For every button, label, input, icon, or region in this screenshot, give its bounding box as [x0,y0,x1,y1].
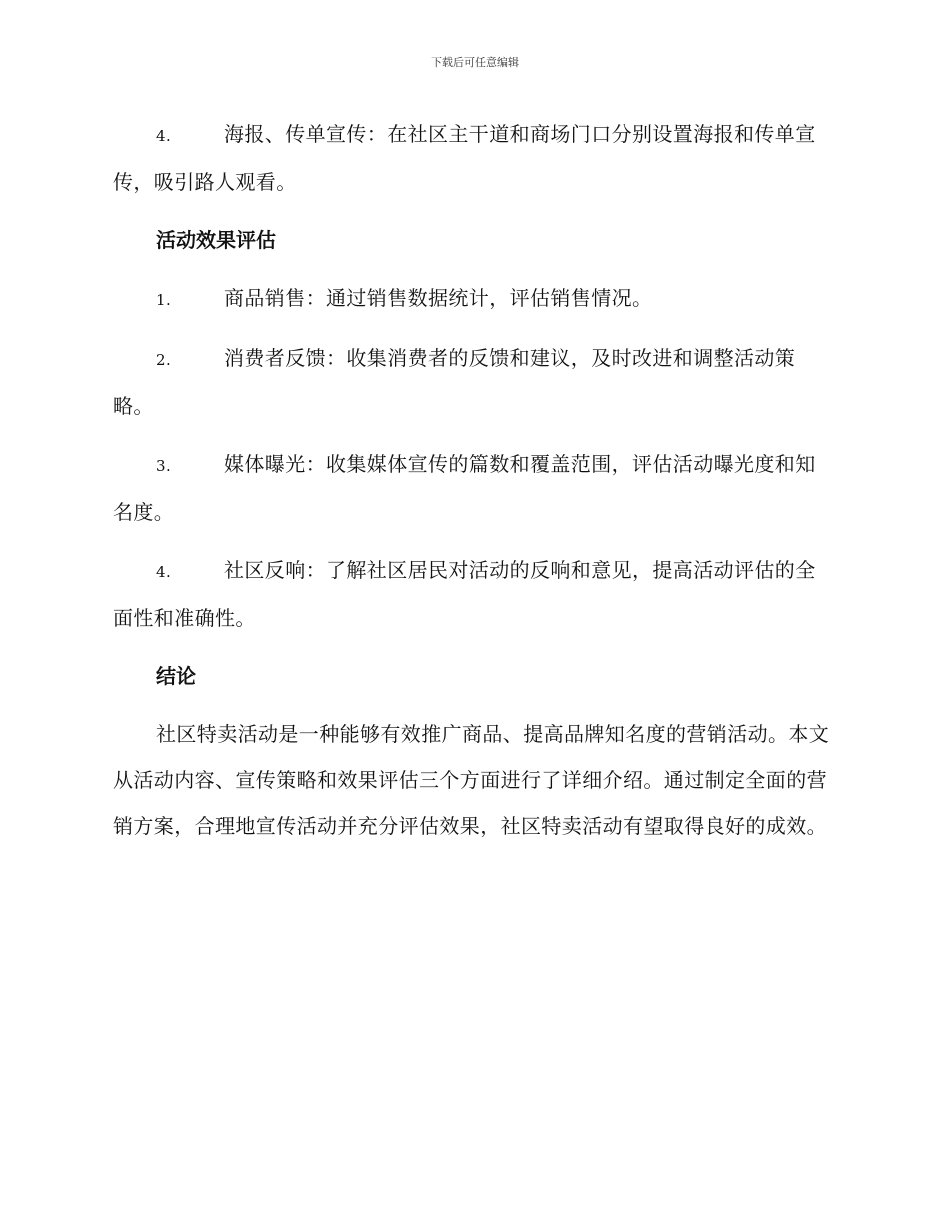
page-header: 下载后可任意编辑 [431,56,519,69]
list-item [113,547,833,641]
list-item [113,111,833,205]
list-text: 海报、传单宣传：在社区主干道和商场门口分别设置海报和传单宣传，吸引路人观看。 [113,122,816,194]
document-body [113,111,833,861]
list-text: 商品销售：通过销售数据统计，评估销售情况。 [224,286,653,310]
list-item [113,441,833,535]
list-number: 2. [156,351,172,369]
list-number: 1. [156,291,172,309]
list-text: 消费者反馈：收集消费者的反馈和建议，及时改进和调整活动策略。 [113,346,796,418]
list-item [113,275,833,323]
list-text: 社区反响：了解社区居民对活动的反响和意见，提高活动评估的全面性和准确性。 [113,558,816,630]
conclusion-paragraph: 社区特卖活动是一种能够有效推广商品、提高品牌知名度的营销活动。本文从活动内容、宣传策略和效果评估三个方面进行了详细介绍。通过制定全面的营销方案，合理地宣传活动并充分评估效果，社区特卖活动有望取得良好的成效。 [113,722,830,838]
list-number: 3. [156,457,172,475]
list-number: 4. [156,127,172,145]
section-heading-conclusion: 结论 [156,664,196,688]
list-number: 4. [156,563,172,581]
list-item [113,335,833,429]
section-heading-evaluation: 活动效果评估 [156,228,276,252]
list-text: 媒体曝光：收集媒体宣传的篇数和覆盖范围，评估活动曝光度和知名度。 [113,452,816,524]
